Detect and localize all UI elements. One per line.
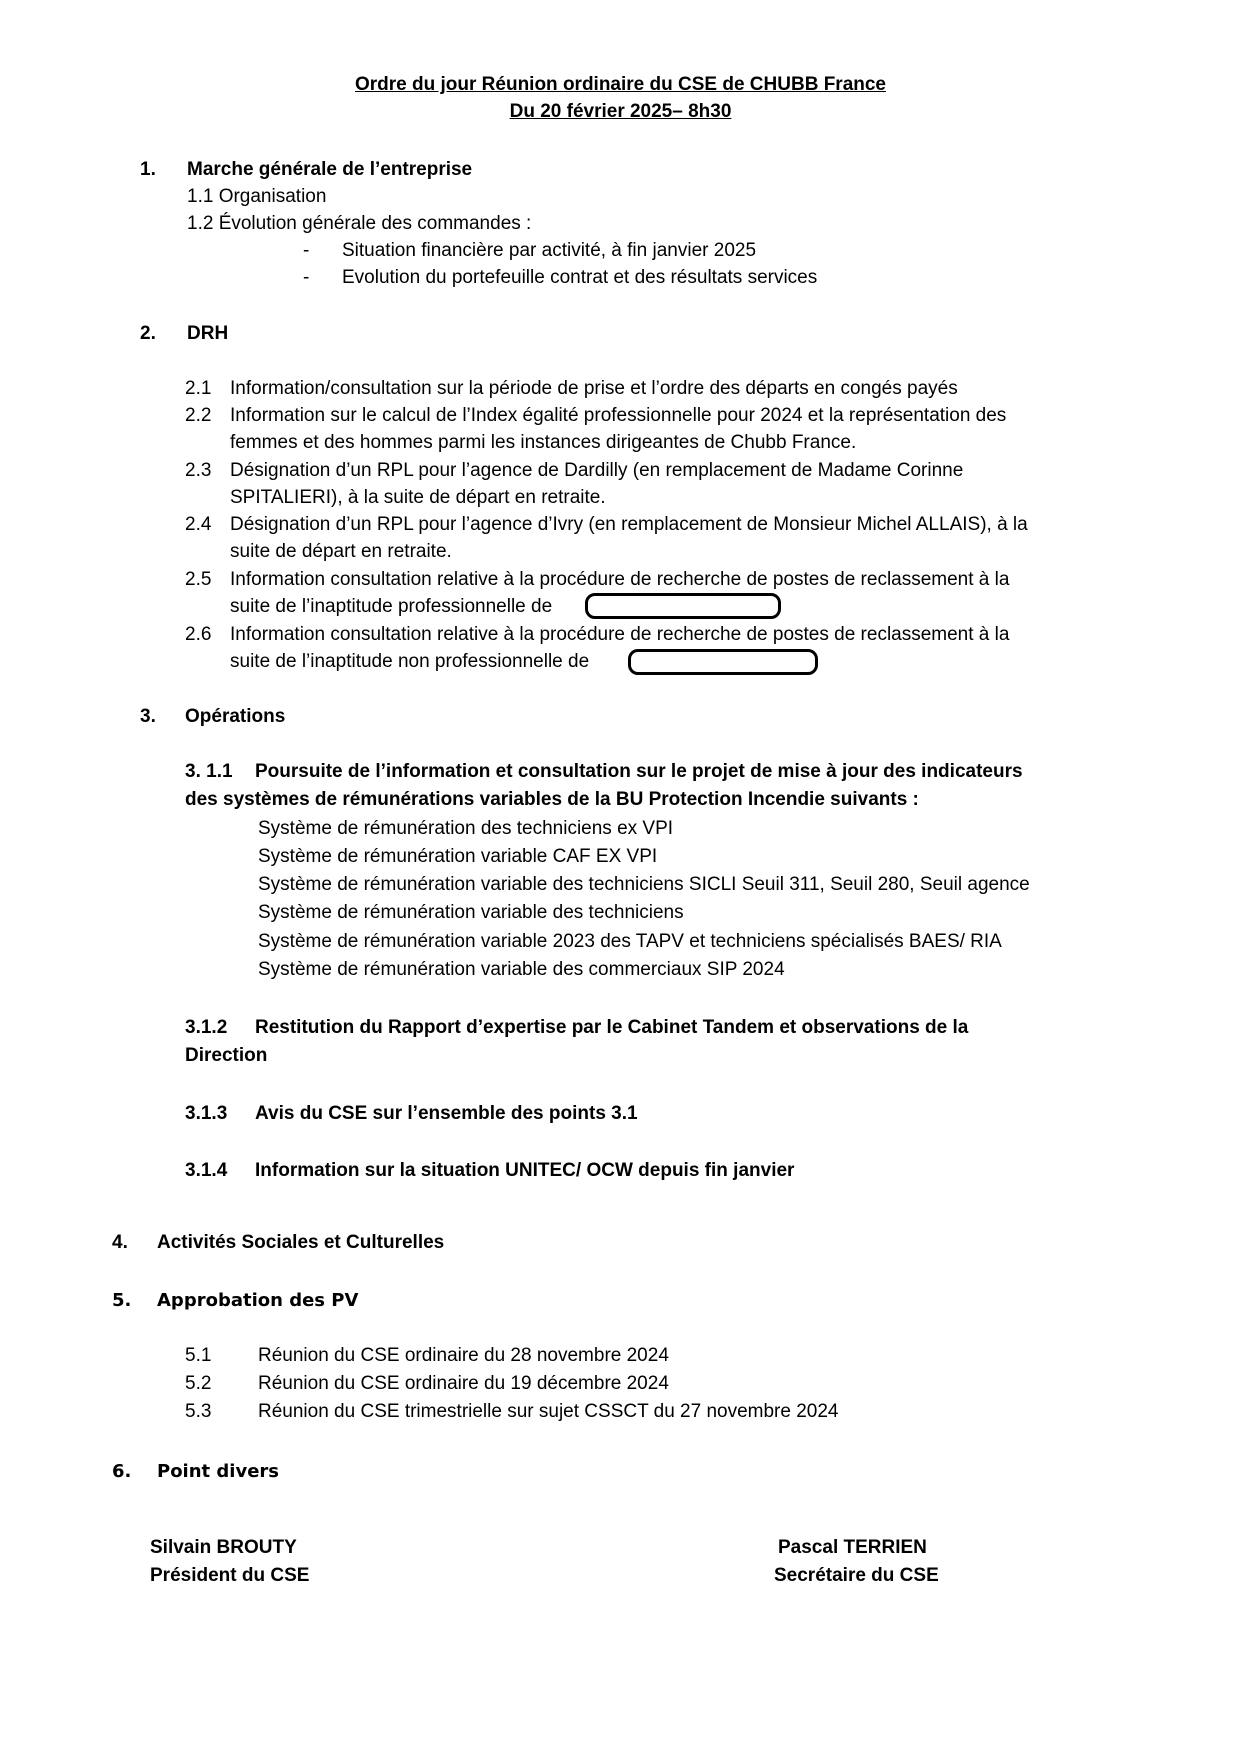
item-3-1-2-text: Restitution du Rapport d’expertise par le Cabinet Tandem et observations de la — [255, 1017, 969, 1038]
item-2-2-text: Information sur le calcul de l’Index égalité professionnelle pour 2024 et la représentation des — [230, 405, 1007, 426]
item-3-1-2-text-cont: Direction — [185, 1045, 268, 1066]
system-item: Système de rémunération variable 2023 des TAPV et techniciens spécialisés BAES/ RIA — [258, 931, 1002, 952]
item-2-6-text: Information consultation relative à la procédure de recherche de postes de reclassement à la — [230, 624, 1010, 645]
item-2-5-number: 2.5 — [185, 569, 212, 590]
item-5-2-number: 5.2 — [185, 1373, 212, 1394]
item-3-1-4-number: 3.1.4 — [185, 1160, 228, 1181]
system-item: Système de rémunération des techniciens ex VPI — [258, 818, 674, 839]
section-2-number: 2. — [140, 323, 156, 344]
item-1-2-bullet-1: Situation financière par activité, à fin janvier 2025 — [342, 240, 757, 261]
section-1-number: 1. — [140, 159, 156, 180]
item-2-4-number: 2.4 — [185, 514, 212, 535]
item-2-6-number: 2.6 — [185, 624, 212, 645]
bullet-dash: - — [303, 267, 310, 288]
document-title: Ordre du jour Réunion ordinaire du CSE de CHUBB France — [355, 74, 886, 95]
president-role: Président du CSE — [150, 1565, 310, 1586]
section-6-title: Point divers — [157, 1461, 280, 1482]
item-2-1-text: Information/consultation sur la période de prise et l’ordre des départs en congés payés — [230, 378, 958, 399]
item-5-3-number: 5.3 — [185, 1401, 212, 1422]
section-1-title: Marche générale de l’entreprise — [187, 159, 473, 180]
item-3-1-3-text: Avis du CSE sur l’ensemble des points 3.1 — [255, 1103, 638, 1124]
section-2-title: DRH — [187, 323, 229, 344]
item-3-1-1-text-cont: des systèmes de rémunérations variables de la BU Protection Incendie suivants : — [185, 789, 919, 810]
item-2-3-text-cont: SPITALIERI), à la suite de départ en retraite. — [230, 487, 606, 508]
section-3-number: 3. — [140, 706, 156, 727]
item-2-4-text-cont: suite de départ en retraite. — [230, 541, 452, 562]
section-3-title: Opérations — [185, 706, 286, 727]
secretary-name: Pascal TERRIEN — [778, 1537, 927, 1558]
section-5-title: Approbation des PV — [157, 1290, 359, 1311]
item-5-2-text: Réunion du CSE ordinaire du 19 décembre 2024 — [258, 1373, 669, 1394]
item-1-2: 1.2 Évolution générale des commandes : — [187, 213, 532, 234]
item-2-4-text: Désignation d’un RPL pour l’agence d’Ivry (en remplacement de Monsieur Michel ALLAIS), à la — [230, 514, 1028, 535]
redacted-name-box — [628, 649, 818, 675]
item-3-1-2-number: 3.1.2 — [185, 1017, 228, 1038]
item-3-1-3-number: 3.1.3 — [185, 1103, 228, 1124]
president-name: Silvain BROUTY — [150, 1537, 297, 1558]
item-3-1-1-number: 3. 1.1 — [185, 761, 233, 782]
document-date: Du 20 février 2025– 8h30 — [509, 101, 732, 122]
redacted-name-box — [585, 593, 781, 619]
item-5-3-text: Réunion du CSE trimestrielle sur sujet CSSCT du 27 novembre 2024 — [258, 1401, 839, 1422]
section-5-number: 5. — [112, 1290, 132, 1311]
item-2-2-number: 2.2 — [185, 405, 212, 426]
system-item: Système de rémunération variable CAF EX VPI — [258, 846, 658, 867]
section-6-number: 6. — [112, 1461, 132, 1482]
item-2-5-text: Information consultation relative à la procédure de recherche de postes de reclassement à la — [230, 569, 1010, 590]
item-2-2-text-cont: femmes et des hommes parmi les instances dirigeantes de Chubb France. — [230, 432, 857, 453]
item-2-3-text: Désignation d’un RPL pour l’agence de Dardilly (en remplacement de Madame Corinne — [230, 460, 964, 481]
item-1-2-bullet-2: Evolution du portefeuille contrat et des résultats services — [342, 267, 818, 288]
bullet-dash: - — [303, 240, 310, 261]
item-2-6-text-cont: suite de l’inaptitude non professionnelle de — [230, 651, 590, 672]
item-2-3-number: 2.3 — [185, 460, 212, 481]
item-2-5-text-cont: suite de l’inaptitude professionnelle de — [230, 596, 553, 617]
section-4-title: Activités Sociales et Culturelles — [157, 1232, 445, 1253]
item-3-1-1-text: Poursuite de l’information et consultation sur le projet de mise à jour des indicateurs — [255, 761, 1023, 782]
item-2-1-number: 2.1 — [185, 378, 212, 399]
item-3-1-4-text: Information sur la situation UNITEC/ OCW depuis fin janvier — [255, 1160, 795, 1181]
item-5-1-number: 5.1 — [185, 1345, 212, 1366]
item-5-1-text: Réunion du CSE ordinaire du 28 novembre 2024 — [258, 1345, 669, 1366]
section-4-number: 4. — [112, 1232, 128, 1253]
item-1-1: 1.1 Organisation — [187, 186, 327, 207]
secretary-role: Secrétaire du CSE — [774, 1565, 939, 1586]
system-item: Système de rémunération variable des commerciaux SIP 2024 — [258, 959, 785, 980]
system-item: Système de rémunération variable des techniciens SICLI Seuil 311, Seuil 280, Seuil agence — [258, 874, 1030, 895]
system-item: Système de rémunération variable des techniciens — [258, 902, 684, 923]
